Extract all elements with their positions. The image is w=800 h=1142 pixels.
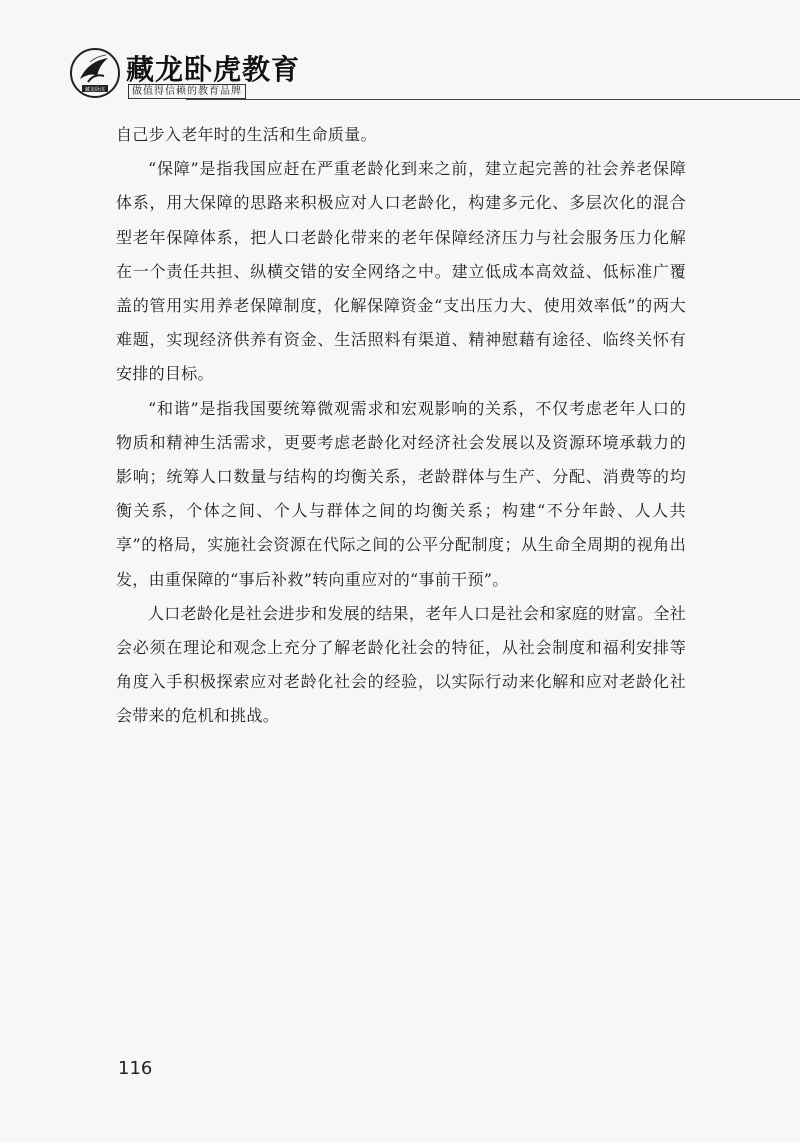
header-divider	[186, 99, 800, 100]
body-text	[116, 118, 686, 734]
paragraph-conclusion: 人口老龄化是社会进步和发展的结果，老年人口是社会和家庭的财富。全社会必须在理论和观念上充分了解老龄化社会的特征，从社会制度和福利安排等角度入手积极探索应对老龄化社会的经验，以实际行动来化解和应对老龄化社会带来的危机和挑战。	[116, 603, 686, 726]
page-number: 116	[118, 1058, 153, 1079]
brand-subtitle: 做值得信赖的教育品牌	[128, 84, 246, 99]
page-header	[68, 42, 800, 102]
paragraph-continuation: 自己步入老年时的生活和生命质量。	[116, 125, 377, 144]
brand-title: 藏龙卧虎教育	[126, 53, 301, 86]
paragraph-baozhang: “保障”是指我国应赶在严重老龄化到来之前，建立起完善的社会养老保障体系，用大保障的思路来积极应对人口老龄化，构建多元化、多层次化的混合型老年保障体系，把人口老龄化带来的老年保障经济压力与社会服务压力化解在一个责任共担、纵横交错的安全网络之中。建立低成本高效益、低标准广覆盖的管用实用养老保障制度，化解保障资金“支出压力大、使用效率低”的两大难题，实现经济供养有资金、生活照料有渠道、精神慰藉有途径、临终关怀有安排的目标。	[116, 159, 686, 384]
paragraph-hexie: “和谐”是指我国要统筹微观需求和宏观影响的关系，不仅考虑老年人口的物质和精神生活需求，更要考虑老龄化对经济社会发展以及资源环境承载力的影响；统筹人口数量与结构的均衡关系，老龄群体与生产、分配、消费等的均衡关系，个体之间、个人与群体之间的均衡关系；构建“不分年龄、人人共享”的格局，实施社会资源在代际之间的公平分配制度；从生命全周期的视角出发，由重保障的“事后补救”转向重应对的“事前干预”。	[116, 398, 686, 589]
logo-caption: 藏龙卧虎	[84, 86, 106, 93]
phoenix-bird-logo-icon	[68, 46, 122, 100]
